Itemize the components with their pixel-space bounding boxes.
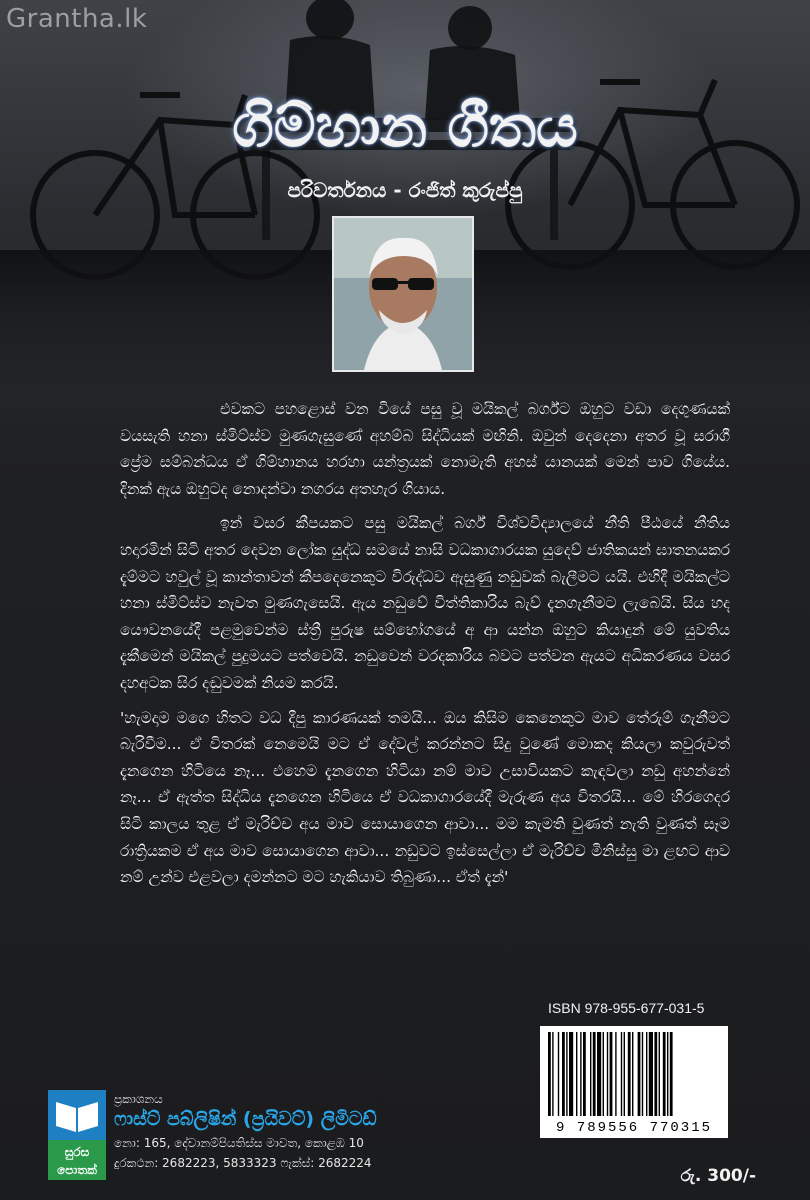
book-title: ගිම්හාන ගීතය [232,92,578,160]
author-photo [332,216,474,372]
publisher-logo [48,1090,106,1180]
translator-credit: පරිවර්තනය - රංජිත් කුරුප්පු [287,178,523,202]
logo-text-1: සුරස [64,1145,90,1159]
blurb-paragraph-2: ඉන් වසර කීපයකට පසු මයිකල් බර්ග් විශ්වවිද්‍යාලයේ නීති පීඨයේ නීතිය හදාරමින් සිටි අතර දෙවන ලෝක යුද්ධ සමයේ නාසි වධකාගාරයක යුදෙව් ජාතිකයන් ඝාතනයකර දැම්මට හවුල් වූ කාන්තාවන් කීපදෙනෙකුට විරුද්ධව ඇසුණු නඩුවක් බැලීමට යයි. එහිදී මයිකල්ට හනා ස්මිට්ස්ව නැවත මුණගැසෙයි. ඇය නඩුවේ විත්තිකාරිය බැව් දැනගැනීමට ලැබෙයි. සිය හද යෞවනයේදී පළමුවෙන්ම ස්ත්‍රී පුරුෂ සම්භෝගයේ අ ආ යන්න ඔහුට කියාදුන් මේ යුවතිය දැකීමෙන් මයිකල් පුදුමයට පත්වෙයි. නඩුවෙන් වරදකාරිය බවට පත්වන ඇයට අධිකරණය වසර දහඅටක සිර දඬුවමක් නියම කරයි. [120,514,730,692]
blurb-quote: 'හැමදාම මගෙ හිතට වධ දීපු කාරණයක් තමයි... ඔය කිසිම කෙනෙකුට මාව තේරුම් ගැනීමට බැරිවීම... ඒ විතරක් නෙමෙයි මට ඒ දේවල් කරන්නට සිදු වුණේ මොකද කියලා කවුරුවත් දැනගෙන හිටියෙ නෑ... එහෙම දැනගෙන හිටියා නම් මාව උසාවියකට කැඳවලා නඩු අහන්නේ නෑ... ඒ ඇත්ත සිද්ධිය දැනගෙන හිටියෙ ඒ වධකාගාරයේදී මැරුණ අය විතරයි... මේ හිරගෙදර සිටි කාලය තුළ ඒ මැරිච්ච අය මාව සොයාගෙන ආවා... මම කැමති වුණත් නැති වුණත් සෑම රාත්‍රියකම ඒ අය මාව සොයාගෙන ආවා... නඩුවට ඉස්සෙල්ලා ඒ මැරිච්ච මිනිස්සු මා ළඟට ආව නම් උන්ව එළවලා දමන්නට මට හැකියාව තිබුණා... ඒත් දැන්' [120,708,730,887]
blurb-text [120,396,730,891]
publisher-label: ප්‍රකාශනය [114,1092,163,1106]
watermark: Grantha.lk [6,4,148,34]
publisher-name: ෆාස්ට් පබ්ලිෂින් (ප්‍රයිවට්) ලිමිටඩ් [114,1108,377,1130]
publisher-address: නො: 165, දේවානම්පියතිස්ස මාවත, කොළඹ 10 [114,1136,364,1150]
barcode-digits: 9 789556 770315 [555,1120,713,1136]
blurb-paragraph-1: එවකට පහළොස් වන වියේ පසු වූ මයිකල් බර්ග්ට ඔහුට වඩා දෙගුණයක් වයසැති හනා ස්මිට්ස්ව මුණගැසුණේ අහම්බ සිද්ධියක් මඟිනි. ඔවුන් දෙදෙනා අතර වූ සරාගී ප්‍රේම සම්බන්ධය ඒ ගිම්හානය හරහා යන්ත්‍රයක් නොමැති අහස් යානයක් මෙන් පාව ගියේය. දිනක් ඇය ඔහුටද නොදන්වා නගරය අතහැර ගියාය. [120,400,730,498]
price: රු. 300/- [680,1166,756,1186]
logo-text-2: පොතක් [57,1163,97,1177]
isbn-label: ISBN 978-955-677-031-5 [548,1000,705,1016]
publisher-phone: දුරකථන: 2682223, 5833323 ෆැක්ස්: 2682224 [114,1156,372,1170]
barcode-bars [540,1026,728,1118]
